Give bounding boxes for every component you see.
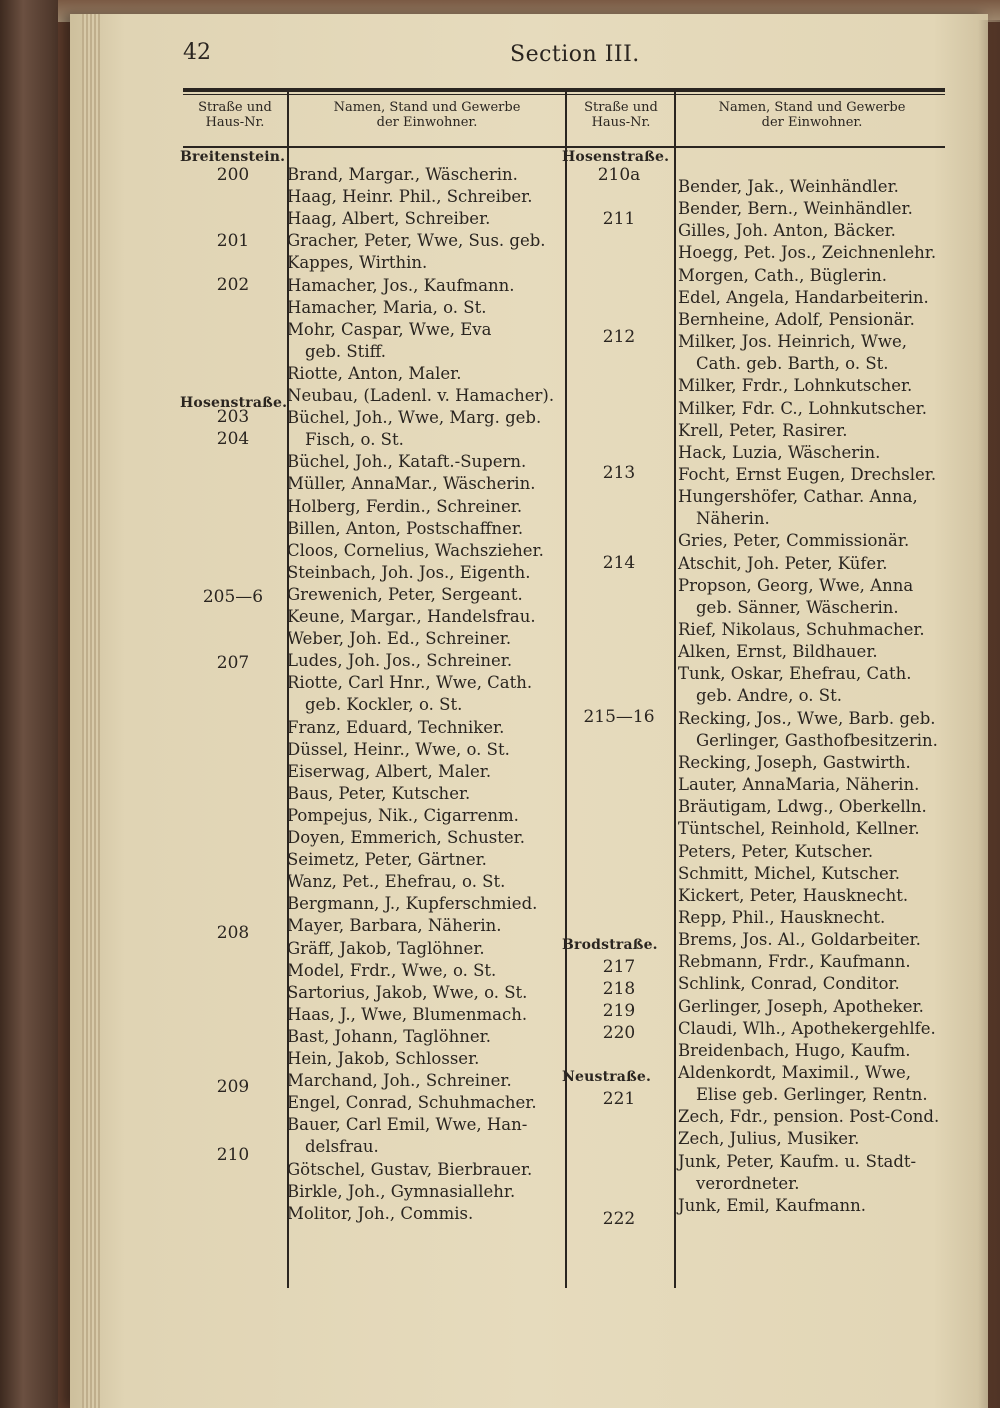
resident-entry: geb. Kockler, o. St. (305, 695, 463, 715)
resident-entry: Ludes, Joh. Jos., Schreiner. (287, 651, 513, 671)
resident-entry: Schlink, Conrad, Conditor. (678, 974, 900, 994)
resident-entry: Zech, Julius, Musiker. (678, 1129, 860, 1149)
resident-entry: Atschit, Joh. Peter, Küfer. (678, 553, 888, 573)
resident-entry: Bergmann, J., Kupferschmied. (287, 894, 538, 914)
resident-entry: Recking, Jos., Wwe, Barb. geb. (678, 708, 936, 728)
resident-entry: Morgen, Cath., Büglerin. (678, 265, 888, 285)
resident-entry: Hungershöfer, Cathar. Anna, (678, 487, 918, 507)
resident-entry: Billen, Anton, Postschaffner. (287, 518, 524, 538)
resident-entry: Tüntschel, Reinhold, Kellner. (678, 819, 920, 839)
resident-entry: Hamacher, Maria, o. St. (287, 297, 487, 317)
house-number: 209 (216, 1077, 250, 1097)
house-number: 217 (602, 957, 636, 977)
header-text: Namen, Stand und Gewerbe (333, 100, 521, 115)
resident-entry: Schmitt, Michel, Kutscher. (678, 863, 901, 883)
resident-entry: Mayer, Barbara, Näherin. (287, 916, 502, 936)
page-number: 42 (183, 40, 211, 65)
resident-entry: Kappes, Wirthin. (287, 253, 428, 273)
house-number: 202 (216, 275, 250, 295)
resident-entry: Baus, Peter, Kutscher. (287, 783, 471, 803)
house-number: 205—6 (202, 587, 264, 607)
resident-entry: Doyen, Emmerich, Schuster. (287, 828, 525, 847)
resident-entry: Bast, Johann, Taglöhner. (287, 1026, 491, 1046)
resident-entry: geb. Sänner, Wäscherin. (696, 597, 899, 617)
house-number: 221 (602, 1089, 636, 1109)
header-rule-thick (183, 88, 945, 92)
resident-entry: Riotte, Anton, Maler. (287, 363, 462, 383)
header-text: Haus-Nr. (591, 115, 651, 130)
resident-entry: Grewenich, Peter, Sergeant. (287, 584, 523, 604)
resident-entry: Bernheine, Adolf, Pensionär. (678, 309, 915, 329)
resident-entry: Cath. geb. Barth, o. St. (696, 354, 889, 374)
street-name: Hosenstraße. (562, 149, 670, 165)
resident-entry: Haag, Heinr. Phil., Schreiber. (287, 187, 533, 207)
house-number: 204 (216, 429, 250, 449)
resident-entry: Zech, Fdr., pension. Post-Cond. (678, 1107, 940, 1127)
resident-entry: Götschel, Gustav, Bierbrauer. (287, 1159, 533, 1179)
resident-entry: Aldenkordt, Maximil., Wwe, (678, 1063, 911, 1082)
resident-entry: Weber, Joh. Ed., Schreiner. (287, 629, 512, 649)
resident-entry: Alken, Ernst, Bildhauer. (678, 642, 878, 662)
col-header-names-right (678, 100, 946, 130)
resident-entry: Tunk, Oskar, Ehefrau, Cath. (678, 664, 912, 684)
house-number: 213 (602, 463, 636, 483)
resident-entry: Mohr, Caspar, Wwe, Eva (287, 319, 492, 339)
house-number: 218 (602, 979, 636, 999)
resident-entry: Bender, Bern., Weinhändler. (678, 199, 913, 219)
street-name: Neustraße. (562, 1069, 652, 1085)
page-curl-shadow (978, 20, 1000, 1408)
resident-entry: Franz, Eduard, Techniker. (287, 717, 505, 737)
resident-entry: Model, Frdr., Wwe, o. St. (287, 960, 497, 980)
resident-entry: Marchand, Joh., Schreiner. (287, 1071, 512, 1091)
col-header-names-left (290, 100, 564, 130)
resident-entry: Engel, Conrad, Schuhmacher. (287, 1093, 537, 1113)
header-text: Straße und (198, 100, 272, 115)
header-text: Namen, Stand und Gewerbe (718, 100, 906, 115)
resident-entry: Gilles, Joh. Anton, Bäcker. (678, 221, 896, 241)
resident-entry: Fisch, o. St. (305, 430, 404, 450)
column-rule (674, 92, 676, 1288)
resident-entry: Elise geb. Gerlinger, Rentn. (696, 1085, 928, 1105)
resident-entry: Brems, Jos. Al., Goldarbeiter. (678, 930, 921, 950)
resident-entry: Hoegg, Pet. Jos., Zeichnenlehr. (678, 243, 937, 263)
house-number: 222 (602, 1209, 636, 1229)
header-text: Haus-Nr. (205, 115, 265, 130)
resident-entry: Repp, Phil., Hausknecht. (678, 907, 886, 927)
house-number: 210a (597, 165, 641, 185)
resident-entry: Gerlinger, Joseph, Apotheker. (678, 996, 924, 1016)
resident-entry: Molitor, Joh., Commis. (287, 1203, 474, 1223)
house-number: 201 (216, 231, 250, 251)
resident-entry: Recking, Joseph, Gastwirth. (678, 752, 911, 772)
resident-entry: Peters, Peter, Kutscher. (678, 841, 874, 861)
house-number: 211 (602, 209, 636, 229)
resident-entry: Büchel, Joh., Wwe, Marg. geb. (287, 408, 542, 428)
resident-entry: Milker, Fdr. C., Lohnkutscher. (678, 398, 927, 418)
resident-entry: Lauter, AnnaMaria, Näherin. (678, 775, 920, 795)
resident-entry: Müller, AnnaMar., Wäscherin. (287, 474, 536, 494)
resident-entry: Pompejus, Nik., Cigarrenm. (287, 805, 519, 825)
resident-entry: Steinbach, Joh. Jos., Eigenth. (287, 562, 531, 582)
resident-entry: Bräutigam, Ldwg., Oberkelln. (678, 797, 927, 817)
resident-entry: verordneter. (696, 1173, 800, 1193)
col-header-street-right (568, 100, 674, 130)
page-title: Section III. (510, 42, 640, 67)
resident-entry: Cloos, Cornelius, Wachszieher. (287, 540, 544, 560)
resident-entry: Hack, Luzia, Wäscherin. (678, 442, 881, 462)
resident-entry: Bender, Jak., Weinhändler. (678, 177, 899, 196)
resident-entry: Hamacher, Jos., Kaufmann. (287, 275, 515, 295)
resident-entry: Milker, Jos. Heinrich, Wwe, (678, 332, 907, 352)
resident-entry: Brand, Margar., Wäscherin. (287, 165, 518, 184)
resident-entry: Haag, Albert, Schreiber. (287, 209, 491, 229)
house-number: 207 (216, 653, 250, 673)
house-number: 200 (216, 165, 250, 185)
resident-entry: Wanz, Pet., Ehefrau, o. St. (287, 872, 506, 892)
resident-entry: Kickert, Peter, Hausknecht. (678, 885, 909, 905)
header-text: der Einwohner. (376, 115, 478, 130)
resident-entry: Düssel, Heinr., Wwe, o. St. (287, 739, 510, 759)
header-text: der Einwohner. (761, 115, 863, 130)
house-number: 203 (216, 407, 250, 427)
resident-entry: Holberg, Ferdin., Schreiner. (287, 496, 523, 516)
resident-entry: geb. Stiff. (305, 341, 386, 361)
header-rule-thin (183, 94, 945, 95)
resident-entry: Gerlinger, Gasthofbesitzerin. (696, 730, 938, 750)
resident-entry: Krell, Peter, Rasirer. (678, 420, 848, 440)
resident-entry: Seimetz, Peter, Gärtner. (287, 850, 487, 870)
house-number: 214 (602, 553, 636, 573)
resident-entry: Gracher, Peter, Wwe, Sus. geb. (287, 231, 546, 251)
resident-entry: Propson, Georg, Wwe, Anna (678, 575, 914, 595)
resident-entry: Gries, Peter, Commissionär. (678, 531, 910, 551)
resident-entry: Haas, J., Wwe, Blumenmach. (287, 1004, 528, 1024)
resident-entry: Sartorius, Jakob, Wwe, o. St. (287, 982, 528, 1002)
resident-entry: Claudi, Wlh., Apothekergehlfe. (678, 1018, 936, 1038)
resident-entry: Näherin. (696, 509, 770, 529)
house-number: 212 (602, 327, 636, 347)
resident-entry: Keune, Margar., Handelsfrau. (287, 607, 536, 626)
resident-entry: Focht, Ernst Eugen, Drechsler. (678, 464, 937, 484)
resident-entry: delsfrau. (305, 1137, 379, 1157)
house-number: 215—16 (583, 707, 655, 727)
resident-entry: Riotte, Carl Hnr., Wwe, Cath. (287, 673, 533, 693)
resident-entry: Junk, Peter, Kaufm. u. Stadt- (678, 1151, 917, 1171)
col-header-street-left (183, 100, 287, 130)
book-spine (0, 0, 58, 1408)
house-number: 208 (216, 923, 250, 943)
street-name: Brodstraße. (562, 937, 658, 953)
resident-entry: Rief, Nikolaus, Schuhmacher. (678, 620, 925, 639)
resident-entry: Edel, Angela, Handarbeiterin. (678, 287, 929, 307)
house-number: 210 (216, 1145, 250, 1165)
page-edges (82, 14, 100, 1408)
house-number: 219 (602, 1001, 636, 1021)
house-number: 220 (602, 1023, 636, 1043)
resident-entry: Breidenbach, Hugo, Kaufm. (678, 1040, 911, 1060)
resident-entry: Eiserwag, Albert, Maler. (287, 761, 492, 781)
resident-entry: geb. Andre, o. St. (696, 686, 842, 706)
resident-entry: Bauer, Carl Emil, Wwe, Han- (287, 1115, 528, 1135)
resident-entry: Junk, Emil, Kaufmann. (678, 1195, 866, 1215)
resident-entry: Gräff, Jakob, Taglöhner. (287, 938, 485, 958)
resident-entry: Rebmann, Frdr., Kaufmann. (678, 952, 911, 972)
resident-entry: Hein, Jakob, Schlosser. (287, 1049, 480, 1068)
resident-entry: Büchel, Joh., Kataft.-Supern. (287, 452, 527, 472)
resident-entry: Birkle, Joh., Gymnasiallehr. (287, 1181, 516, 1201)
header-text: Straße und (584, 100, 658, 115)
resident-entry: Milker, Frdr., Lohnkutscher. (678, 376, 913, 396)
street-name: Breitenstein. (180, 149, 286, 165)
street-name: Hosenstraße. (180, 395, 288, 411)
resident-entry: Neubau, (Ladenl. v. Hamacher). (287, 386, 555, 405)
